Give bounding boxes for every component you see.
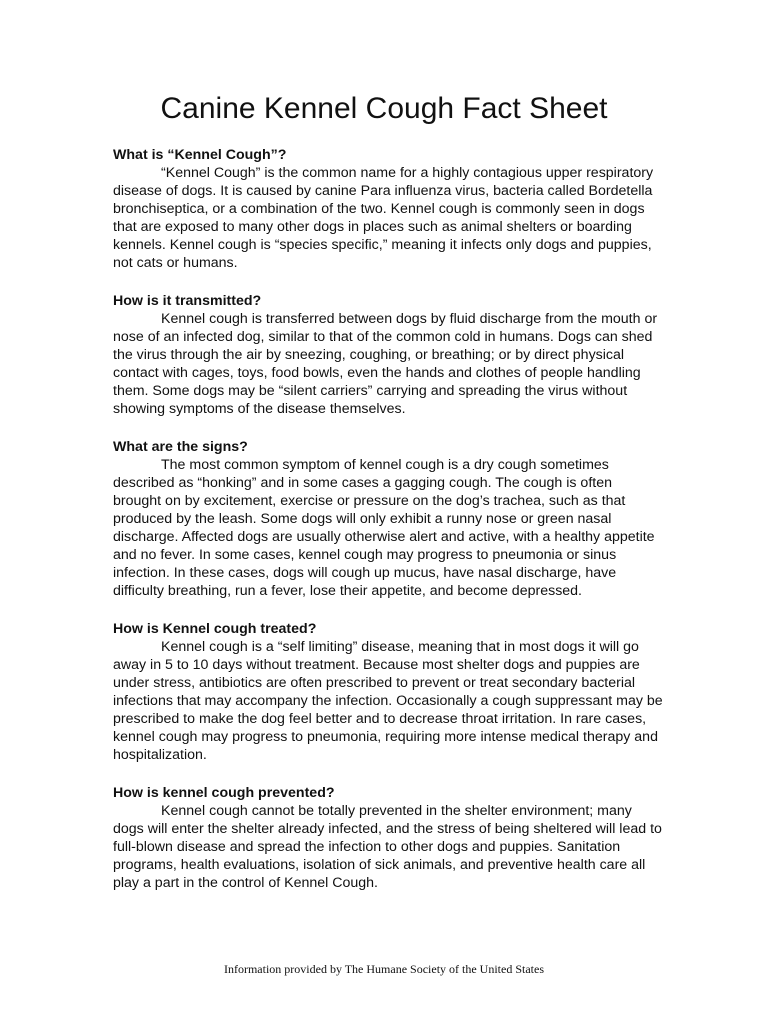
section-prevention — [113, 784, 663, 892]
section-body: “Kennel Cough” is the common name for a highly contagious upper respiratory disease of dogs. It is caused by canine Para influenza virus, bacteria called Bordetella bronchiseptica, or a combination of the two. Kennel cough is commonly seen in dogs that are exposed to many other dogs in places such as animal shelters or boarding kennels. Kennel cough is “species specific,” meaning it infects only dogs and puppies, not cats or humans. — [113, 165, 654, 271]
section-body: The most common symptom of kennel cough is a dry cough sometimes described as “honking” and in some cases a gagging cough. The cough is often brought on by excitement, exercise or pressure on the dog’s trachea, such as that produced by the leash. Some dogs will only exhibit a runny nose or green nasal discharge. Affected dogs are usually otherwise alert and active, with a healthy appetite and no fever. In some cases, kennel cough may progress to pneumonia or sinus infection. In these cases, dogs will cough up mucus, have nasal discharge, have difficulty breathing, run a fever, lose their appetite, and become depressed. — [113, 457, 655, 599]
section-heading: How is kennel cough prevented? — [113, 785, 335, 801]
footer-credit: Information provided by The Humane Society of the United States — [223, 962, 545, 976]
section-what-is-kennel-cough — [113, 146, 663, 272]
section-heading: How is Kennel cough treated? — [113, 621, 317, 637]
section-body: Kennel cough is transferred between dogs by fluid discharge from the mouth or nose of an infected dog, similar to that of the common cold in humans. Dogs can shed the virus through the air by sneezing, coughing, or breathing; or by direct physical contact with cages, toys, food bowls, even the hands and clothes of people handling them. Some dogs may be “silent carriers” carrying and spreading the virus without showing symptoms of the disease themselves. — [113, 311, 658, 417]
section-signs — [113, 438, 663, 600]
section-heading: What are the signs? — [113, 439, 248, 455]
section-transmission — [113, 292, 663, 418]
section-body: Kennel cough is a “self limiting” disease, meaning that in most dogs it will go away in 5 to 10 days without treatment. Because most shelter dogs and puppies are under stress, antibiotics are often prescribed to prevent or treat secondary bacterial infections that may accompany the infection. Occasionally a cough suppressant may be prescribed to make the dog feel better and to decrease throat irritation. In rare cases, kennel cough may progress to pneumonia, requiring more intense medical therapy and hospitalization. — [113, 639, 663, 763]
section-body: Kennel cough cannot be totally prevented in the shelter environment; many dogs will enter the shelter already infected, and the stress of being sheltered will lead to full-blown disease and spread the infection to other dogs and puppies. Sanitation programs, health evaluations, isolation of sick animals, and preventive health care all play a part in the control of Kennel Cough. — [113, 803, 662, 891]
section-heading: What is “Kennel Cough”? — [113, 147, 287, 163]
section-heading: How is it transmitted? — [113, 293, 262, 309]
document-content — [113, 146, 663, 912]
section-treatment — [113, 620, 663, 764]
page-title: Canine Kennel Cough Fact Sheet — [160, 92, 608, 125]
